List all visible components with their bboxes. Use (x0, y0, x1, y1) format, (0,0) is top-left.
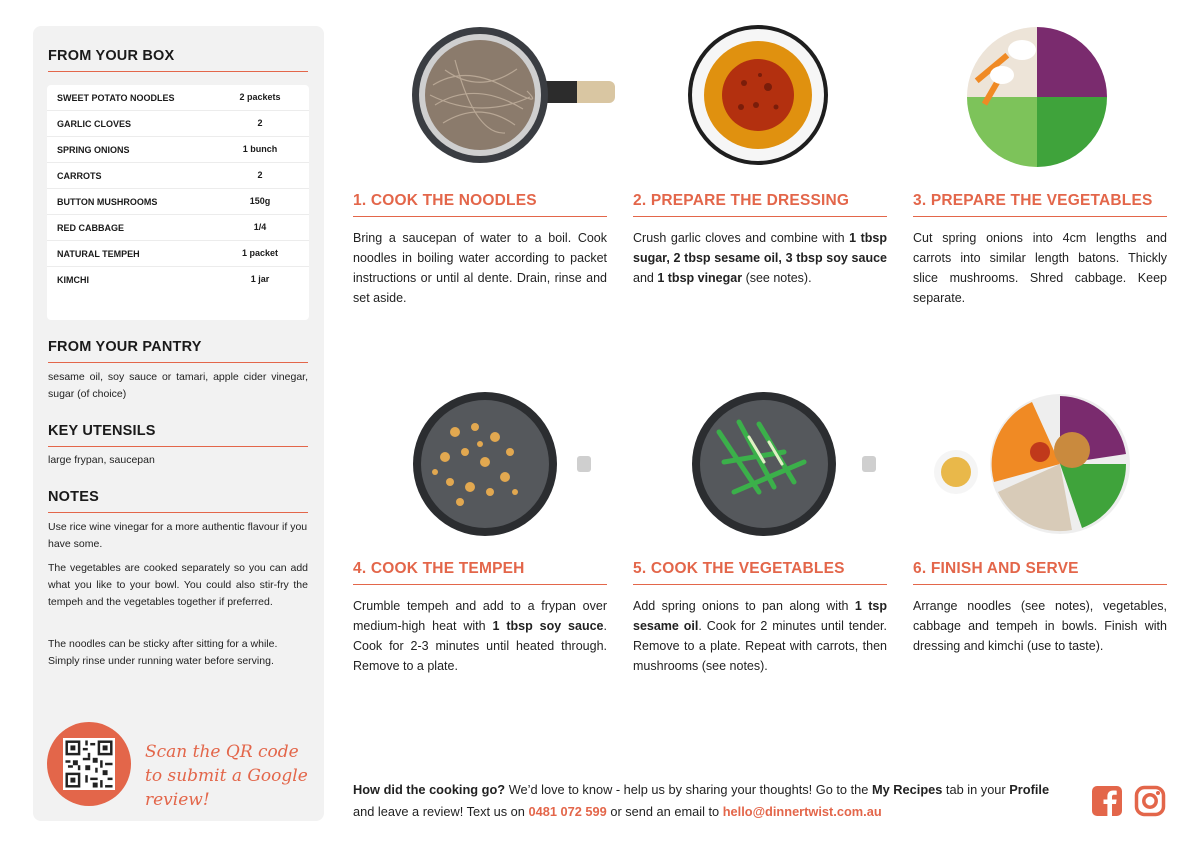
step-text-run: 1 tsp sesame oil (633, 599, 887, 633)
ingredient-qty: 2 (257, 118, 263, 128)
divider (353, 216, 607, 217)
step-text-run: (see notes). (742, 271, 812, 285)
step-4-title: 4. COOK THE TEMPEH (353, 560, 525, 577)
step-text-run: Arrange noodles (see notes), vegetables, cabbage and tempeh in bowls. Finish with dressing and kimchi (use to taste). (913, 599, 1167, 653)
step-4-text (353, 596, 607, 676)
notes-heading: NOTES (48, 489, 99, 505)
note-item: The vegetables are cooked separately so you can add what you like to your bowl. You could also stir-fry the tempeh and the vegetables together if preferred. (48, 562, 308, 608)
note-item: The noodles can be sticky after sitting for a while. Simply rinse under running water before serving. (48, 638, 278, 667)
ingredients-sidebar (33, 26, 324, 821)
ingredient-qty: 150g (249, 196, 271, 206)
vegetable-plate-icon (962, 25, 1112, 170)
email-link[interactable]: hello@dinnertwist.com.au (722, 804, 882, 819)
footer-text-run: tab in your (942, 782, 1010, 797)
step-text-run: 1 tbsp vinegar (657, 271, 743, 285)
table-row (47, 189, 309, 215)
ingredient-name: NATURAL TEMPEH (57, 249, 140, 259)
divider (633, 584, 887, 585)
step-text-run: 1 tbsp soy sauce (492, 619, 604, 633)
divider (48, 512, 308, 513)
dressing-bowl-icon (686, 25, 831, 165)
step-text-run: . Cook for 2 minutes until tender. Remove to a plate. Repeat with carrots, then mushrooms (see notes). (633, 619, 887, 673)
step-3-title: 3. PREPARE THE VEGETABLES (913, 192, 1153, 209)
footer-text-run: How did the cooking go? (353, 782, 506, 797)
ingredient-qty: 2 packets (239, 92, 281, 102)
step-5-title: 5. COOK THE VEGETABLES (633, 560, 845, 577)
step-text-run: Add spring onions to pan along with (633, 599, 855, 613)
ingredient-name: KIMCHI (57, 275, 89, 285)
step-2-text (633, 228, 887, 288)
ingredient-name: RED CABBAGE (57, 223, 125, 233)
ingredient-qty: 2 (257, 170, 263, 180)
divider (48, 446, 308, 447)
ingredient-name: SPRING ONIONS (57, 145, 130, 155)
finished-bowl-icon (932, 392, 1132, 537)
divider (913, 216, 1167, 217)
footer-text-run: My Recipes (871, 782, 943, 797)
footer-text-run: and leave a review! Text us on (353, 804, 529, 819)
ingredient-qty: 1/4 (253, 222, 267, 232)
table-row (47, 163, 309, 189)
qr-code-icon[interactable] (63, 738, 115, 790)
divider (48, 362, 308, 363)
tempeh-frypan-icon (385, 392, 605, 538)
table-row (47, 137, 309, 163)
step-6-text (913, 596, 1167, 656)
divider (633, 216, 887, 217)
phone-link[interactable]: 0481 072 599 (528, 804, 607, 819)
footer-text-run: or send an email to (606, 804, 723, 819)
facebook-icon[interactable] (1091, 785, 1123, 817)
vegetables-frypan-icon (664, 392, 884, 538)
instagram-icon[interactable] (1134, 785, 1166, 817)
step-text-run: . Cook for 2-3 minutes until heated through. Remove to a plate. (353, 619, 607, 673)
pantry-heading: FROM YOUR PANTRY (48, 339, 202, 355)
ingredient-name: CARROTS (57, 171, 102, 181)
step-text-run: 1 tbsp sugar, 2 tbsp sesame oil, 3 tbsp soy sauce (633, 231, 887, 265)
utensils-text: large frypan, saucepan (48, 454, 155, 466)
table-row (47, 111, 309, 137)
from-box-heading: FROM YOUR BOX (48, 48, 175, 64)
step-6-title: 6. FINISH AND SERVE (913, 560, 1079, 577)
step-3-text (913, 228, 1167, 308)
table-row (47, 215, 309, 241)
ingredient-name: SWEET POTATO NOODLES (57, 93, 175, 103)
qr-review-prompt: Scan the QR code to submit a Google review! (145, 742, 308, 810)
footer-text-run: We’d love to know - help us by sharing your thoughts! Go to the (505, 782, 872, 797)
step-text-run: Cut spring onions into 4cm lengths and carrots into similar length batons. Thickly slice mushrooms. Shred cabbage. Keep separate. (913, 231, 1167, 305)
ingredient-name: BUTTON MUSHROOMS (57, 197, 158, 207)
divider (913, 584, 1167, 585)
divider (353, 584, 607, 585)
note-item: Use rice wine vinegar for a more authentic flavour if you have some. (48, 521, 308, 550)
qr-badge (47, 722, 131, 806)
table-row (47, 85, 309, 111)
footer-text-run: Profile (1009, 782, 1050, 797)
ingredient-qty: 1 packet (241, 248, 279, 258)
table-row (47, 241, 309, 267)
ingredient-qty: 1 bunch (242, 144, 278, 154)
ingredients-table (47, 85, 309, 320)
ingredient-qty: 1 jar (250, 274, 270, 284)
step-text-run: and (633, 271, 658, 285)
step-text-run: Crumble tempeh and add to a frypan over medium-high heat with (353, 599, 607, 633)
ingredient-name: GARLIC CLOVES (57, 119, 132, 129)
review-message (353, 779, 1073, 823)
utensils-heading: KEY UTENSILS (48, 423, 156, 439)
step-text-run: Crush garlic cloves and combine with (633, 231, 850, 245)
noodles-in-sieve-icon (405, 25, 615, 165)
pantry-text: sesame oil, soy sauce or tamari, apple cider vinegar, sugar (of choice) (48, 371, 308, 400)
step-1-text (353, 228, 607, 308)
step-2-title: 2. PREPARE THE DRESSING (633, 192, 850, 209)
divider (48, 71, 308, 72)
step-text-run: Bring a saucepan of water to a boil. Cook noodles in boiling water according to packet instructions or until al dente. Drain, rinse and set aside. (353, 231, 607, 305)
step-5-text (633, 596, 887, 676)
step-1-title: 1. COOK THE NOODLES (353, 192, 537, 209)
table-row (47, 267, 309, 293)
